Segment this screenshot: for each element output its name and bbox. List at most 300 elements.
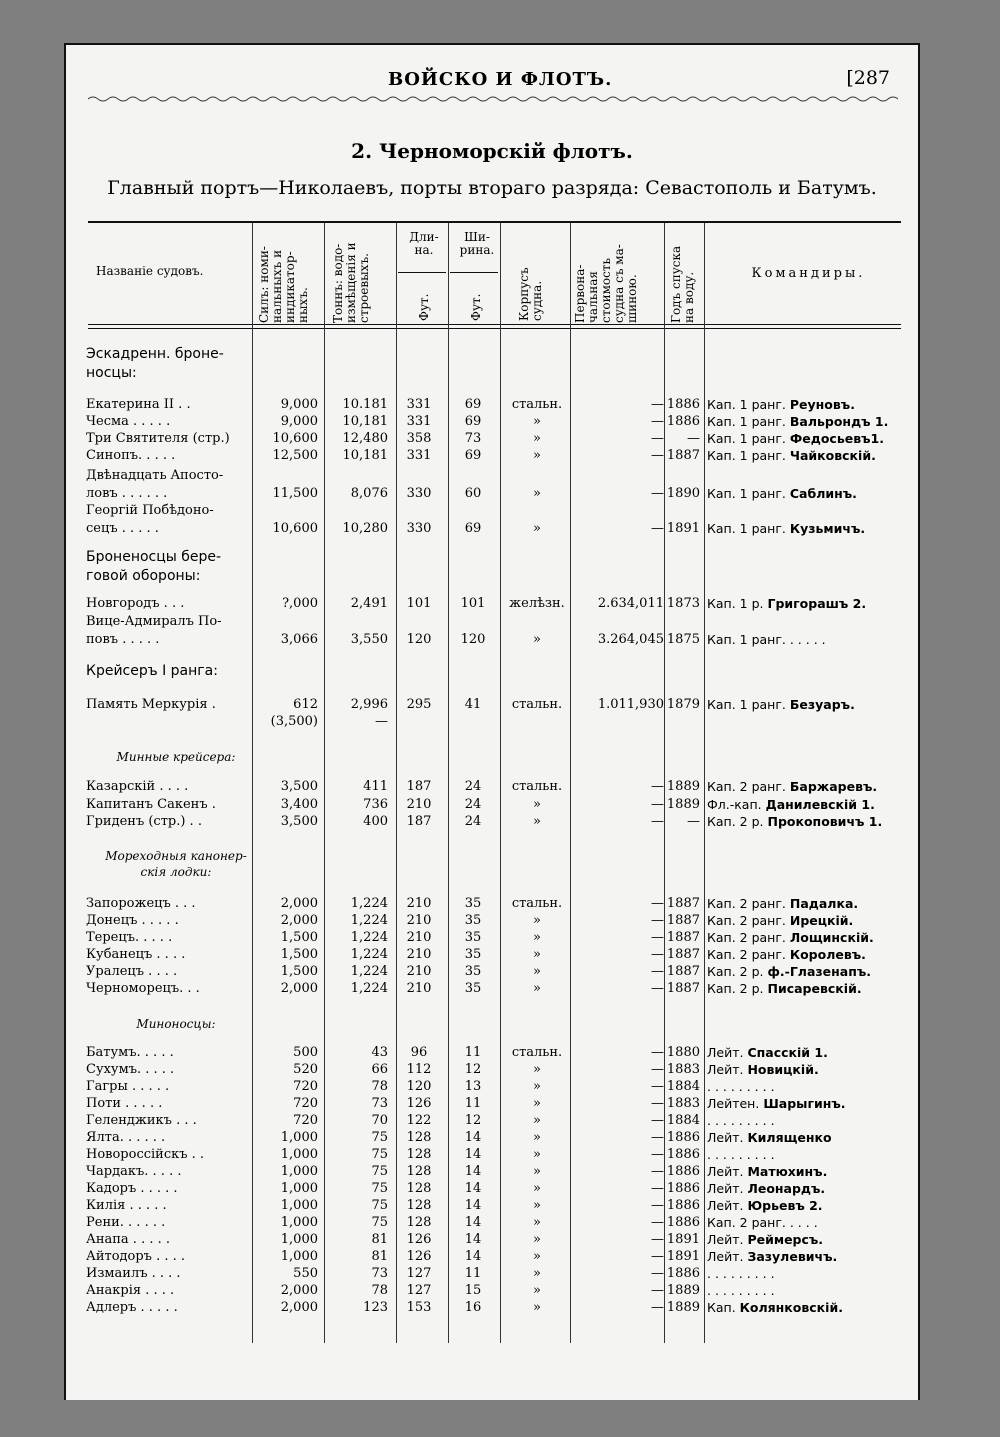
cell-year: 1891: [666, 1232, 700, 1247]
cell-wid: 14: [464, 1181, 482, 1196]
cell-year: 1884: [666, 1079, 700, 1094]
cell-name: Синопъ. . . . .: [86, 448, 176, 463]
cell-len: 126: [406, 1232, 432, 1247]
cell-len: 210: [406, 981, 432, 996]
cell-commander: [707, 447, 912, 464]
cell-wid: 41: [464, 697, 482, 712]
commander-rank: . . . . . . . . .: [707, 1147, 775, 1162]
cell-len: 295: [406, 697, 432, 712]
cell-hp: (3,500): [270, 714, 318, 729]
cell-name: Екатерина II . .: [86, 397, 191, 412]
commander-rank: Лейт.: [707, 1249, 744, 1264]
group-heading: Минные крейсера:: [116, 750, 236, 764]
cell-commander: [707, 430, 912, 447]
commander-name: Ирецкій.: [789, 913, 854, 928]
cell-hp: 9,000: [280, 397, 318, 412]
cell-commander: [707, 813, 912, 830]
cell-name: сецъ . . . . .: [86, 521, 159, 536]
cell-year: 1887: [666, 448, 700, 463]
cell-len: 101: [406, 596, 432, 611]
commander-rank: Кап. 1 ранг.: [707, 521, 786, 536]
cell-wid: 14: [464, 1130, 482, 1145]
cell-name: Капитанъ Сакенъ .: [86, 797, 216, 812]
commander-name: Шарыгинъ.: [763, 1096, 846, 1111]
cell-hp: ?,000: [282, 596, 318, 611]
commander-rank: Кап. 1 ранг.: [707, 697, 786, 712]
cell-name: Чесма . . . . .: [86, 414, 171, 429]
cell-hull: »: [533, 448, 541, 463]
cell-cost: —: [651, 1113, 664, 1128]
cell-len: 127: [406, 1283, 432, 1298]
cell-name: Айтодоръ . . . .: [86, 1249, 186, 1264]
cell-year: 1880: [666, 1045, 700, 1060]
commander-name: Реймерсъ.: [747, 1232, 824, 1247]
cell-wid: 35: [464, 964, 482, 979]
commander-name: Зазулевичъ.: [747, 1249, 838, 1264]
commander-name: ф.-Глазенапъ.: [767, 964, 871, 979]
cell-cost: —: [651, 930, 664, 945]
group-heading: Миноносцы:: [136, 1017, 216, 1031]
cell-hull: »: [533, 1147, 541, 1162]
cell-cost: —: [651, 1181, 664, 1196]
cell-tons: 70: [371, 1113, 388, 1128]
cell-name: Рени. . . . . .: [86, 1215, 166, 1230]
cell-name: Новороссійскъ . .: [86, 1147, 205, 1162]
cell-name: Анапа . . . . .: [86, 1232, 170, 1247]
group-heading: Мореходныя канонер- скія лодки:: [105, 849, 247, 879]
cell-hp: 2,000: [280, 896, 318, 911]
cell-wid: 14: [464, 1198, 482, 1213]
table-row: [66, 1095, 918, 1112]
cell-len: 187: [406, 814, 432, 829]
cell-hull: »: [533, 431, 541, 446]
cell-wid: 12: [464, 1062, 482, 1077]
cell-wid: 15: [464, 1283, 482, 1298]
cell-tons: 81: [371, 1249, 388, 1264]
cell-commander: [707, 1299, 912, 1316]
cell-wid: 35: [464, 913, 482, 928]
cell-hp: 1,500: [280, 930, 318, 945]
cell-len: 331: [406, 397, 432, 412]
cell-hp: 3,400: [280, 797, 318, 812]
cell-tons: 10,181: [342, 414, 388, 429]
table-row: [66, 396, 918, 413]
cell-wid: 69: [464, 521, 482, 536]
table-row: [66, 796, 918, 813]
cell-hp: 9,000: [280, 414, 318, 429]
cell-wid: 120: [460, 632, 486, 647]
table-row: [66, 895, 918, 912]
table-row: [66, 813, 918, 830]
commander-rank: Кап. 1 ранг.: [707, 397, 786, 412]
cell-hp: 2,000: [280, 1300, 318, 1315]
commander-rank: . . . . . . . . .: [707, 1266, 775, 1281]
cell-tons: 123: [363, 1300, 388, 1315]
cell-cost: 1.011,930: [597, 697, 664, 712]
cell-hp: 1,000: [280, 1181, 318, 1196]
commander-rank: Кап. 1 ранг.: [707, 414, 786, 429]
cell-name: Терецъ. . . . .: [86, 930, 173, 945]
cell-cost: —: [651, 964, 664, 979]
cell-hull: стальн.: [511, 896, 563, 911]
cell-len: 331: [406, 448, 432, 463]
table-row: [66, 447, 918, 464]
commander-rank: . . . . . . . . .: [707, 1113, 775, 1128]
commander-name: Падалка.: [789, 896, 859, 911]
cell-hull: »: [533, 930, 541, 945]
commander-rank: Лейт.: [707, 1045, 744, 1060]
cell-hull: »: [533, 1232, 541, 1247]
cell-cost: —: [651, 1062, 664, 1077]
cell-year: 1891: [666, 521, 700, 536]
cell-hp: 10,600: [272, 431, 318, 446]
cell-wid: 24: [464, 797, 482, 812]
cell-tons: 8,076: [350, 486, 388, 501]
cell-name: Донецъ . . . . .: [86, 913, 179, 928]
cell-year: 1884: [666, 1113, 700, 1128]
cell-cost: —: [651, 486, 664, 501]
commander-rank: . . . . . . . . .: [707, 1283, 775, 1298]
cell-hull: »: [533, 981, 541, 996]
table-row: [66, 430, 918, 447]
cell-name: Чардакъ. . . . .: [86, 1164, 182, 1179]
cell-hull: »: [533, 1113, 541, 1128]
cell-tons: 10,280: [342, 521, 388, 536]
cell-len: 112: [406, 1062, 432, 1077]
table-row: [66, 520, 918, 537]
commander-name: Баржаревъ.: [789, 779, 878, 794]
table-row: [66, 1180, 918, 1197]
cell-cost: —: [651, 981, 664, 996]
cell-commander: [707, 929, 912, 946]
cell-hp: 612: [293, 697, 318, 712]
cell-commander: [707, 1231, 912, 1248]
cell-hp: 10,600: [272, 521, 318, 536]
cell-year: —: [687, 431, 700, 446]
cell-len: 128: [406, 1147, 432, 1162]
col-year-header: Годъ спуска на воду.: [669, 245, 696, 323]
table-row: [66, 1044, 918, 1061]
cell-tons: 78: [371, 1283, 388, 1298]
cell-cost: —: [651, 1283, 664, 1298]
cell-len: 127: [406, 1266, 432, 1281]
cell-len: 128: [406, 1198, 432, 1213]
cell-cost: —: [651, 1045, 664, 1060]
commander-rank: Кап. 2 ранг.: [707, 913, 786, 928]
cell-hull: »: [533, 1062, 541, 1077]
group-heading: Эскадренн. броне- носцы:: [86, 346, 224, 381]
cell-year: 1883: [666, 1062, 700, 1077]
cell-hull: »: [533, 1164, 541, 1179]
cell-commander: [707, 1129, 912, 1146]
cell-tons: 10,181: [342, 448, 388, 463]
cell-tons: 43: [371, 1045, 388, 1060]
cell-tons: 411: [363, 779, 388, 794]
table-row: [66, 778, 918, 795]
cell-cost: —: [651, 947, 664, 962]
cell-year: 1886: [666, 1164, 700, 1179]
cell-hull: »: [533, 797, 541, 812]
commander-rank: Кап. 2 р.: [707, 981, 764, 996]
cell-year: 1886: [666, 1130, 700, 1145]
commander-rank: Лейт.: [707, 1062, 744, 1077]
col-length-header: Дли- на.: [409, 230, 439, 257]
cell-cost: —: [651, 414, 664, 429]
commander-rank: Кап. 2 ранг.: [707, 896, 786, 911]
cell-len: 330: [406, 521, 432, 536]
commander-name: Реуновъ.: [789, 397, 855, 412]
cell-name: Адлеръ . . . . .: [86, 1300, 178, 1315]
cell-year: 1886: [666, 1198, 700, 1213]
commander-rank: Кап. 1 ранг.: [707, 431, 786, 446]
cell-year: 1875: [666, 632, 700, 647]
cell-cost: —: [651, 814, 664, 829]
commander-rank: Лейт.: [707, 1130, 744, 1145]
cell-tons: 66: [371, 1062, 388, 1077]
table-row: [66, 912, 918, 929]
cell-name: Анакрія . . . .: [86, 1283, 175, 1298]
cell-name: Измаилъ . . . .: [86, 1266, 181, 1281]
commander-name: Спасскій 1.: [747, 1045, 828, 1060]
table-row: [66, 713, 918, 730]
cell-wid: 11: [464, 1266, 482, 1281]
cell-tons: 12,480: [342, 431, 388, 446]
cell-wid: 69: [464, 448, 482, 463]
cell-name: Запорожецъ . . .: [86, 896, 196, 911]
cell-hp: 11,500: [272, 486, 318, 501]
cell-cost: —: [651, 1249, 664, 1264]
cell-tons: 75: [371, 1215, 388, 1230]
cell-hull: »: [533, 486, 541, 501]
cell-cost: 3.264,045: [597, 632, 664, 647]
table-row: [66, 413, 918, 430]
cell-tons: 75: [371, 1164, 388, 1179]
commander-rank: Фл.-кап.: [707, 797, 762, 812]
cell-hull: »: [533, 1181, 541, 1196]
table-row: [66, 1197, 918, 1214]
cell-hp: 3,066: [280, 632, 318, 647]
commander-name: Матюхинъ.: [747, 1164, 828, 1179]
commander-rank: Лейт.: [707, 1181, 744, 1196]
table-row: [66, 1265, 918, 1282]
cell-commander: [707, 1282, 912, 1299]
cell-hp: 1,000: [280, 1232, 318, 1247]
cell-len: 331: [406, 414, 432, 429]
cell-hull: желѣзн.: [509, 596, 565, 611]
cell-commander: [707, 1044, 912, 1061]
cell-cost: —: [651, 1232, 664, 1247]
cell-len: 126: [406, 1096, 432, 1111]
cell-year: —: [687, 814, 700, 829]
cell-commander: [707, 1214, 912, 1231]
cell-hp: 550: [293, 1266, 318, 1281]
cell-name: Двѣнадцать Aпосто-: [86, 468, 224, 483]
cell-cost: 2.634,011: [597, 596, 664, 611]
commander-rank: Кап. 2 р.: [707, 814, 764, 829]
cell-cost: —: [651, 913, 664, 928]
cell-commander: [707, 520, 912, 537]
cell-tons: 1,224: [350, 913, 388, 928]
cell-cost: —: [651, 397, 664, 412]
cell-tons: 3,550: [350, 632, 388, 647]
table-top-rule: [88, 221, 901, 223]
commander-name: Кузьмичъ.: [789, 521, 866, 536]
cell-name: Кубанецъ . . . .: [86, 947, 186, 962]
table-row: [66, 467, 918, 484]
cell-len: 128: [406, 1181, 432, 1196]
cell-tons: 1,224: [350, 930, 388, 945]
page-number: [287: [846, 67, 890, 89]
cell-name: Кадоръ . . . . .: [86, 1181, 178, 1196]
table-row: [66, 946, 918, 963]
cell-hp: 500: [293, 1045, 318, 1060]
cell-len: 210: [406, 896, 432, 911]
table-row: [66, 963, 918, 980]
group-heading: Броненосцы берe- говой обороны:: [86, 549, 222, 584]
commander-rank: Лейт.: [707, 1164, 744, 1179]
cell-hull: »: [533, 947, 541, 962]
cell-commander: [707, 396, 912, 413]
table-row: [66, 1163, 918, 1180]
commander-rank: Кап. 1 р.: [707, 596, 764, 611]
cell-len: 358: [406, 431, 432, 446]
col-length-feet: Фут.: [417, 293, 431, 321]
cell-name: Гагры . . . . .: [86, 1079, 170, 1094]
cell-commander: [707, 1180, 912, 1197]
cell-wid: 24: [464, 779, 482, 794]
cell-hp: 1,000: [280, 1164, 318, 1179]
cell-hull: »: [533, 1300, 541, 1315]
commander-name: Лощинскій.: [789, 930, 874, 945]
cell-len: 187: [406, 779, 432, 794]
table-row: [66, 595, 918, 612]
commander-name: Писаревскій.: [767, 981, 862, 996]
cell-commander: [707, 963, 912, 980]
cell-tons: —: [375, 714, 388, 729]
cell-name: ловъ . . . . . .: [86, 486, 168, 501]
cell-name: Память Меркурія .: [86, 697, 216, 712]
book-page: [64, 43, 920, 1400]
cell-name: Георгій Побѣдоно-: [86, 503, 214, 518]
cell-cost: —: [651, 448, 664, 463]
cell-hull: »: [533, 814, 541, 829]
cell-name: Сухумъ. . . . .: [86, 1062, 175, 1077]
cell-hull: »: [533, 1079, 541, 1094]
cell-year: 1889: [666, 1300, 700, 1315]
cell-commander: [707, 1078, 912, 1095]
cell-name: Новгородъ . . .: [86, 596, 185, 611]
cell-hp: 2,000: [280, 981, 318, 996]
cell-hull: стальн.: [511, 697, 563, 712]
cell-cost: —: [651, 896, 664, 911]
cell-cost: —: [651, 431, 664, 446]
commander-rank: Кап. 2 ранг.: [707, 930, 786, 945]
cell-wid: 35: [464, 930, 482, 945]
cell-commander: [707, 631, 912, 648]
cell-year: 1889: [666, 797, 700, 812]
commander-rank: Кап. 1 ранг.: [707, 448, 786, 463]
commander-rank: Кап. 1 ранг.: [707, 486, 786, 501]
commander-rank: Кап. 2 ранг.: [707, 947, 786, 962]
col-cost-header: Первона- чальная стоимость судна съ ма- шиною.: [573, 244, 639, 323]
cell-commander: [707, 1197, 912, 1214]
running-header: [66, 65, 918, 95]
group-heading: Крейсеръ I ранга:: [86, 663, 218, 679]
cell-cost: —: [651, 1164, 664, 1179]
cell-hull: »: [533, 1198, 541, 1213]
cell-cost: —: [651, 797, 664, 812]
col-width-header: Ши- рина.: [459, 230, 495, 257]
cell-commander: [707, 778, 912, 795]
cell-wid: 13: [464, 1079, 482, 1094]
commander-name: Королевъ.: [789, 947, 866, 962]
cell-hull: »: [533, 913, 541, 928]
cell-wid: 11: [464, 1045, 482, 1060]
cell-len: 128: [406, 1130, 432, 1145]
cell-len: 210: [406, 947, 432, 962]
cell-hp: 720: [293, 1079, 318, 1094]
cell-wid: 35: [464, 947, 482, 962]
table-row: [66, 1299, 918, 1316]
table-row: [66, 1231, 918, 1248]
cell-hull: стальн.: [511, 779, 563, 794]
commander-name: Новицкій.: [747, 1062, 819, 1077]
cell-hp: 2,000: [280, 1283, 318, 1298]
table-row: [66, 613, 918, 630]
cell-hp: 1,500: [280, 947, 318, 962]
cell-len: 210: [406, 964, 432, 979]
cell-hp: 520: [293, 1062, 318, 1077]
cell-cost: —: [651, 1266, 664, 1281]
cell-wid: 69: [464, 414, 482, 429]
cell-year: 1886: [666, 1181, 700, 1196]
wavy-rule: [88, 95, 898, 103]
table-header-rule: [88, 324, 901, 325]
cell-tons: 75: [371, 1198, 388, 1213]
commander-rank: Кап. 2 р.: [707, 964, 764, 979]
cell-cost: —: [651, 1147, 664, 1162]
cell-wid: 24: [464, 814, 482, 829]
cell-wid: 11: [464, 1096, 482, 1111]
cell-len: 128: [406, 1164, 432, 1179]
commander-name: Данилевскій 1.: [765, 797, 875, 812]
table-row: [66, 631, 918, 648]
table-row: [66, 980, 918, 997]
cell-hull: »: [533, 1130, 541, 1145]
table-row: [66, 696, 918, 713]
cell-wid: 69: [464, 397, 482, 412]
cell-len: 210: [406, 913, 432, 928]
cell-hull: »: [533, 414, 541, 429]
cell-hp: 3,500: [280, 814, 318, 829]
cell-year: 1886: [666, 397, 700, 412]
table-header-rule-2: [88, 328, 901, 329]
commander-rank: Лейтен.: [707, 1096, 760, 1111]
table-row: [66, 485, 918, 502]
width-sub-rule: [450, 272, 498, 273]
cell-hp: 720: [293, 1096, 318, 1111]
cell-year: 1887: [666, 913, 700, 928]
cell-len: 153: [406, 1300, 432, 1315]
cell-commander: [707, 696, 912, 713]
cell-name: Гриденъ (стр.) . .: [86, 814, 202, 829]
cell-commander: [707, 1248, 912, 1265]
cell-len: 96: [410, 1045, 428, 1060]
commander-name: Саблинъ.: [789, 486, 857, 501]
commander-rank: Кап. 1 ранг. . . . . .: [707, 632, 826, 647]
cell-tons: 400: [363, 814, 388, 829]
cell-name: Казарскій . . . .: [86, 779, 189, 794]
